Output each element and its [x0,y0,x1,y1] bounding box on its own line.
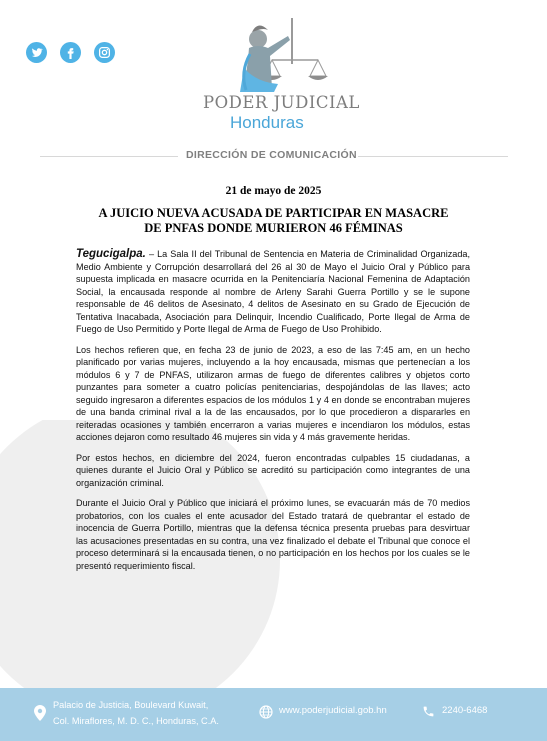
dateline: Tegucigalpa. [76,248,146,260]
social-icons [26,42,115,63]
phone-icon [422,705,435,718]
headline-line-1: A JUICIO NUEVA ACUSADA DE PARTICIPAR EN MASACRE [98,206,449,220]
twitter-icon[interactable] [26,42,47,63]
brand-country: Honduras [230,113,304,132]
instagram-icon[interactable] [94,42,115,63]
headline [60,206,487,236]
footer-address [53,697,219,729]
address-line-2: Col. Miraflores, M. D. C., Honduras, C.A. [53,716,219,726]
paragraph-1 [76,248,470,336]
paragraph-2: Los hechos refieren que, en fecha 23 de junio de 2023, a eso de las 7:45 am, en un hecho planificado por varias mujeres, incluyendo a la hoy encausada, mismas que pertenecían a los módulos 6 y 7 de PNFAS, utilizaron armas de fuego de diferentes calibres y objetos corto punzantes para someter a cuatro policías penitenciarias, despojándolas de las llaves; acto seguido ingresaron a diferentes espacios de los módulos 1 y 4 en donde se encontraban mujeres de una banda criminal rival a la de las encausados, por lo que procedieron a dispararles en reiteradas ocasiones y también encerraron a varias mujeres e incendiaron los módulos, estas acciones dejaron como resultado 46 mujeres sin vida y 4 más gravemente heridas. [76,344,470,442]
paragraph-1-text: – La Sala II del Tribunal de Sentencia en Materia de Criminalidad Organizada, Medio Ambiente y Corrupción desarrollará del 26 al 30 de Mayo el Juicio Oral y Público para supuesta implicada en masacre ocurrida en la Penitenciaría Nacional Femenina de Adaptación Social, la encausada responde al nombre de Arleny Sarahi Guerra Portillo y se le supone responsable de 46 delitos de Asesinato, 4 delitos de Asesinato en su Grado de Ejecución de Tentativa Inacabada, Asociación para Delinquir, Incendio Cualificado, Porte Ilegal de Arma de Fuego de Uso Permitido y Porte Ilegal de Arma de Fuego de Uso Prohibido. [76,249,470,334]
paragraph-3: Por estos hechos, en diciembre del 2024, fueron encontradas culpables 15 ciudadanas, a quienes durante el Juicio Oral y Público se acreditó su participación como integrantes de una organización criminal. [76,452,470,488]
location-pin-icon [34,705,46,721]
header-rule-left [40,156,178,157]
phone-number[interactable]: 2240-6468 [442,705,488,716]
headline-line-2: DE PNFAS DONDE MURIERON 46 FÉMINAS [144,221,403,235]
footer-bar [0,688,547,741]
article-body [76,248,470,580]
brand-name: PODER JUDICIAL [203,93,360,112]
facebook-icon[interactable] [60,42,81,63]
release-date: 21 de mayo de 2025 [225,185,322,197]
website-link[interactable]: www.poderjudicial.gob.hn [279,705,387,716]
paragraph-4: Durante el Juicio Oral y Público que iniciará el próximo lunes, se evacuarán más de 70 medios probatorios, con los cuales el ente acusador del Estado tratará de quebrantar el estado de inocencia de Guerra Portillo, mientras que la defensa técnica presenta pruebas para desvirtuar las acusaciones presentadas en su contra, una vez finalizado el debate el Tribunal que conoce el proceso determinará si la encausada tienen, o no participación en los hechos por los cuales se le presentó requerimiento fiscal. [76,498,470,571]
header-rule-right [358,156,508,157]
address-line-1: Palacio de Justicia, Boulevard Kuwait, [53,700,209,710]
department-title: DIRECCIÓN DE COMUNICACIÓN [186,149,357,161]
globe-icon [259,705,273,719]
